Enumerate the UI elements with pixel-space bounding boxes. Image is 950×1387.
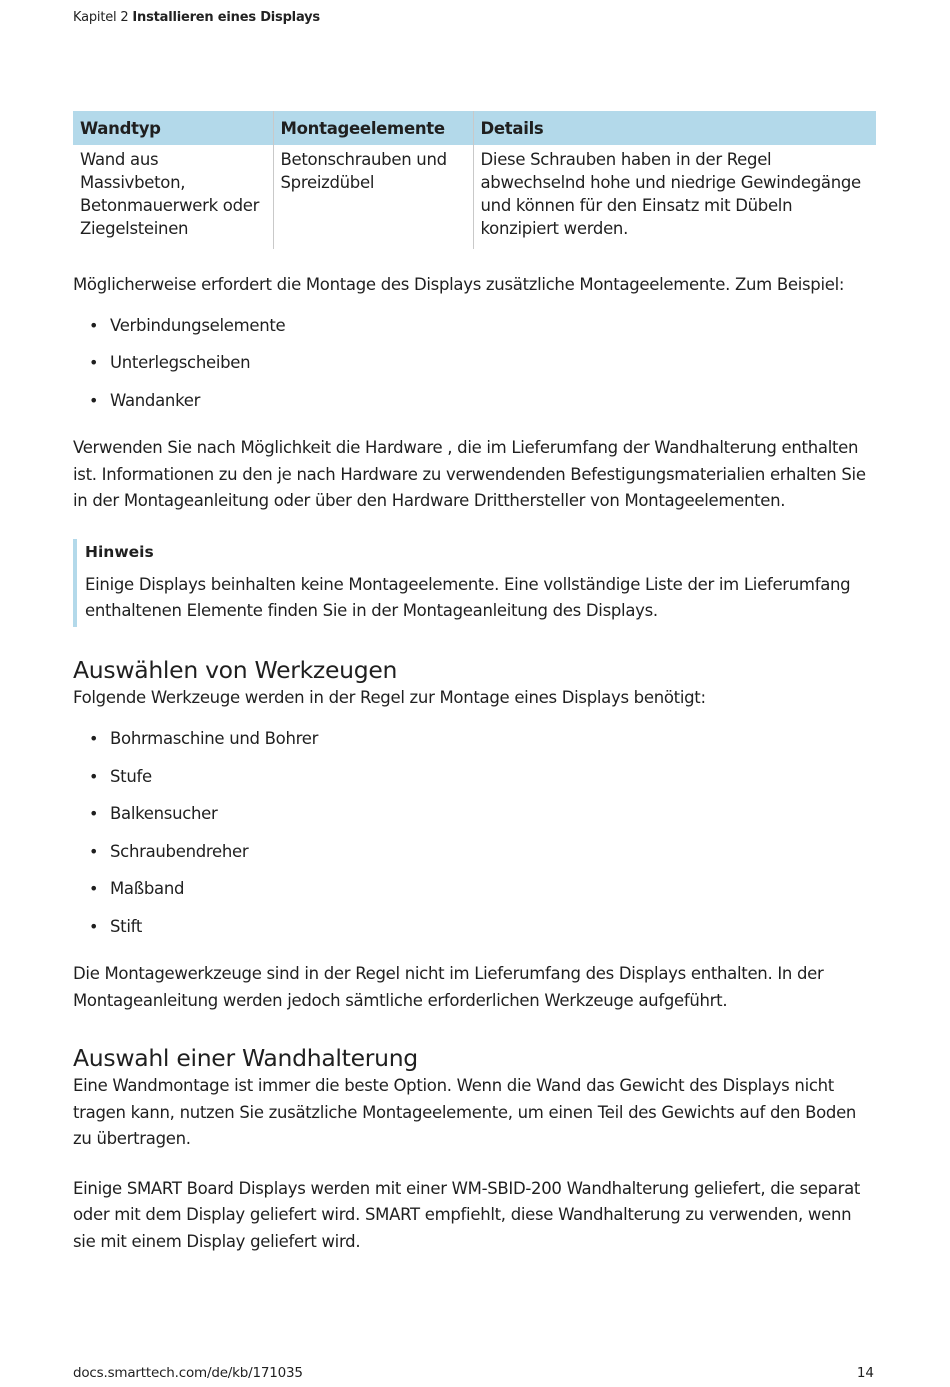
list-item: • Bohrmaschine und Bohrer: [73, 726, 876, 764]
cell-details: Diese Schrauben haben in der Regel abwechselnd hohe und niedrige Gewindegänge und können für den Einsatz mit Dübeln konzipiert werden.: [473, 145, 876, 249]
hardware-paragraph: Verwenden Sie nach Möglichkeit die Hardware , die im Lieferumfang der Wandhalterung enthalten ist. Informationen zu den je nach Hardware zu verwendenden Befestigungsmaterialien erhalten Sie in der Montageanleitung oder über den Hardware Dritthersteller von Montageelementen.: [73, 438, 866, 510]
list-item: • Stufe: [73, 764, 876, 802]
list-item: • Stift: [73, 914, 876, 952]
column-header-wandtyp: Wandtyp: [73, 111, 273, 145]
column-header-details: Details: [473, 111, 876, 145]
tools-intro: Folgende Werkzeuge werden in der Regel zur Montage eines Displays benötigt:: [73, 687, 706, 707]
note-text: Einige Displays beinhalten keine Montageelemente. Eine vollständige Liste der im Lieferumfang enthaltenen Elemente finden Sie in der Montageanleitung des Displays.: [85, 574, 851, 620]
mounting-hardware-table: [73, 111, 876, 249]
footer-url: docs.smarttech.com/de/kb/171035: [73, 1365, 303, 1381]
list-item: • Wandanker: [73, 388, 876, 426]
extra-elements-list: [73, 313, 876, 426]
intro-paragraph: Möglicherweise erfordert die Montage des Displays zusätzliche Montageelemente. Zum Beispiel:: [73, 275, 845, 294]
tools-heading: Auswählen von Werkzeugen: [73, 655, 398, 684]
chapter-title: Installieren eines Displays: [132, 10, 320, 25]
table-row: [73, 145, 876, 249]
wall-mount-paragraph-1: Eine Wandmontage ist immer die beste Option. Wenn die Wand das Gewicht des Displays nicht tragen kann, nutzen Sie zusätzliche Montageelemente, um einen Teil des Gewichts auf den Boden zu übertragen.: [73, 1076, 857, 1148]
table-header-row: [73, 111, 876, 145]
page-number: 14: [856, 1365, 874, 1381]
column-header-montageelemente: Montageelemente: [273, 111, 473, 145]
list-item: • Schraubendreher: [73, 839, 876, 877]
wall-mount-heading: Auswahl einer Wandhalterung: [73, 1044, 418, 1072]
tools-outro: Die Montagewerkzeuge sind in der Regel nicht im Lieferumfang des Displays enthalten. In der Montageanleitung werden jedoch sämtliche erforderlichen Werkzeuge aufgeführt.: [73, 964, 824, 1010]
note-box: [73, 539, 876, 627]
tools-list: [73, 726, 876, 951]
wall-mount-paragraph-2: Einige SMART Board Displays werden mit einer WM-SBID-200 Wandhalterung geliefert, die separat oder mit dem Display geliefert wird. SMART empfiehlt, diese Wandhalterung zu verwenden, wenn sie mit einem Display geliefert wird.: [73, 1178, 861, 1251]
cell-wandtyp: Wand aus Massivbeton, Betonmauerwerk oder Ziegelsteinen: [80, 150, 260, 238]
list-item: • Balkensucher: [73, 801, 876, 839]
chapter-label: Kapitel 2: [73, 10, 129, 25]
list-item: • Unterlegscheiben: [73, 350, 876, 388]
main-content: [73, 111, 876, 1255]
cell-montageelemente: Betonschrauben und Spreizdübel: [273, 145, 473, 249]
running-header: [73, 10, 320, 25]
list-item: • Maßband: [73, 876, 876, 914]
note-title: Hinweis: [85, 542, 154, 561]
list-item: • Verbindungselemente: [73, 313, 876, 351]
